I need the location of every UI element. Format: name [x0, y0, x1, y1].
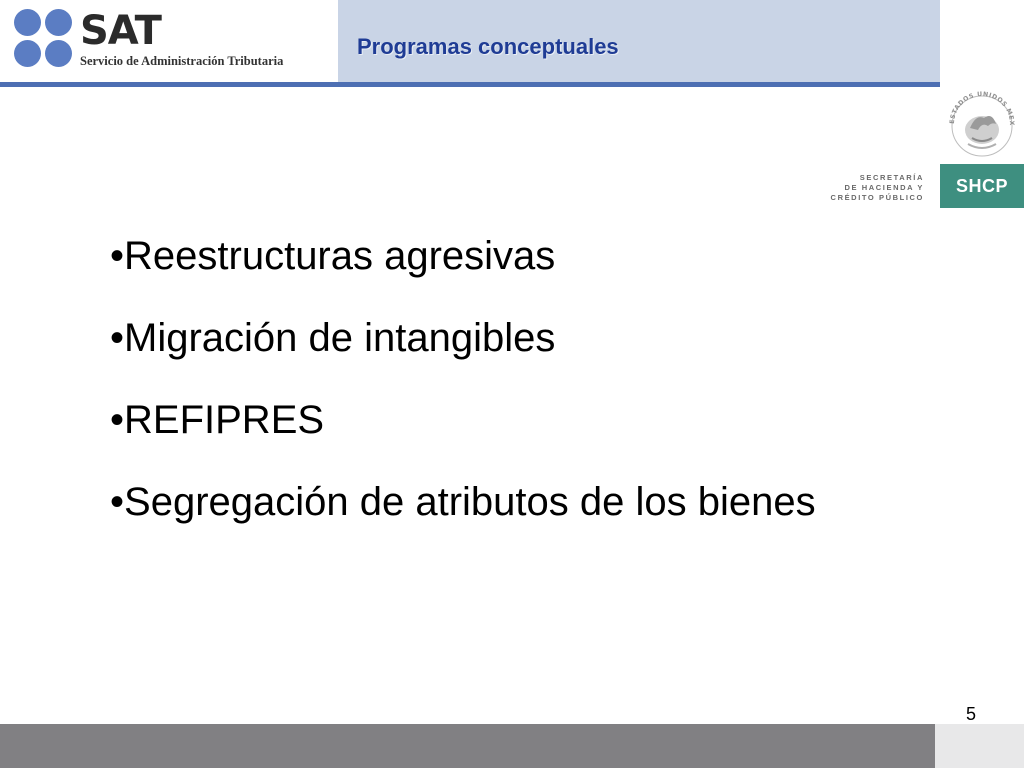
slide-title: Programas conceptuales	[357, 34, 619, 59]
secretaria-line-2: DE HACIENDA Y	[844, 183, 924, 192]
secretaria-line-3: CRÉDITO PÚBLICO	[830, 193, 924, 202]
footer-bar-end	[935, 724, 1024, 768]
bullet-item: • REFIPRES	[110, 394, 816, 476]
secretaria-line-1: SECRETARÍA	[859, 173, 924, 182]
sat-dots-icon	[14, 9, 74, 69]
shcp-badge	[940, 164, 1024, 208]
sat-logo-word: SAT	[80, 8, 161, 54]
emblem-ring-text: ESTADOS UNIDOS MEX	[948, 90, 1016, 127]
footer-bar	[0, 724, 935, 768]
bullet-list	[110, 230, 816, 558]
secretaria-label	[822, 173, 924, 203]
sat-logo-subtitle: Servicio de Administración Tributaria	[80, 54, 284, 68]
bullet-item: • Segregación de atributos de los bienes	[110, 476, 816, 558]
header-divider	[0, 82, 940, 87]
mexican-coat-of-arms-icon	[946, 88, 1018, 160]
bullet-item: • Migración de intangibles	[110, 312, 816, 394]
sat-logo	[0, 0, 338, 82]
page-number: 5	[966, 704, 977, 724]
shcp-badge-label: SHCP	[955, 175, 1008, 196]
bullet-item: • Reestructuras agresivas	[110, 230, 816, 312]
